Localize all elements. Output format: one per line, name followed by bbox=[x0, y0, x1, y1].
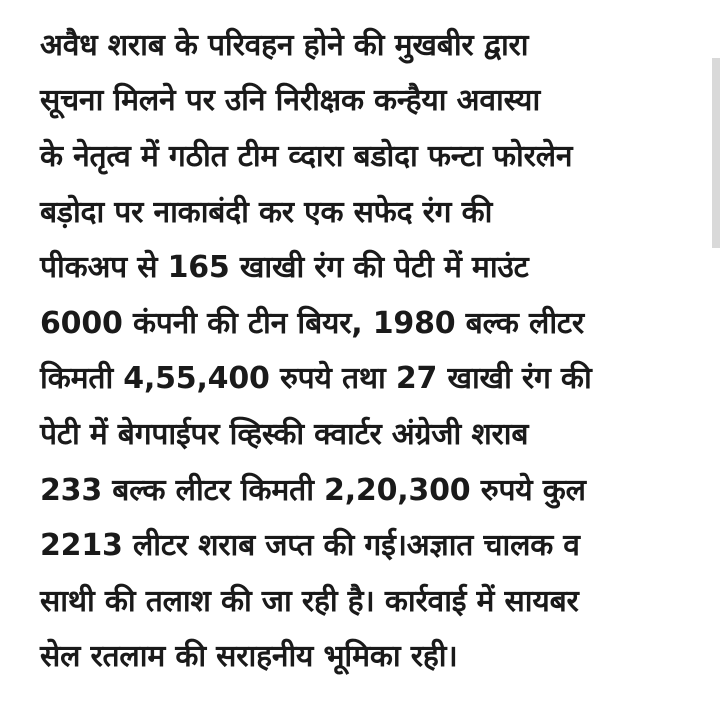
vertical-scrollbar[interactable] bbox=[712, 58, 720, 248]
article-line: सेल रतलाम की सराहनीय भूमिका रही। bbox=[40, 639, 458, 675]
article-line: के नेतृत्व में गठीत टीम व्दारा बडोदा फन्टा फोरलेन bbox=[40, 138, 573, 174]
article-text bbox=[40, 18, 690, 708]
article-line: पीकअप से 165 खाखी रंग की पेटी में माउंट bbox=[40, 250, 529, 286]
article-line: अवैध शराब के परिवहन होने की मुखबीर द्वारा bbox=[40, 27, 529, 63]
article-line: पेटी में बेगपाईपर व्हिस्की क्वार्टर अंग्रेजी शराब bbox=[40, 416, 529, 452]
article-line: साथी की तलाश की जा रही है। कार्रवाई में सायबर bbox=[40, 583, 579, 619]
article-line: किमती 4,55,400 रुपये तथा 27 खाखी रंग की bbox=[40, 361, 592, 397]
article-line: 6000 कंपनी की टीन बियर, 1980 बल्क लीटर bbox=[40, 305, 584, 341]
article-line: बड़ोदा पर नाकाबंदी कर एक सफेद रंग की bbox=[40, 194, 493, 230]
article-line: 2213 लीटर शराब जप्त की गई।अज्ञात चालक व bbox=[40, 528, 580, 564]
article-line: 233 बल्क लीटर किमती 2,20,300 रुपये कुल bbox=[40, 472, 586, 508]
article-line: सूचना मिलने पर उनि निरीक्षक कन्हैया अवास्या bbox=[40, 83, 541, 119]
